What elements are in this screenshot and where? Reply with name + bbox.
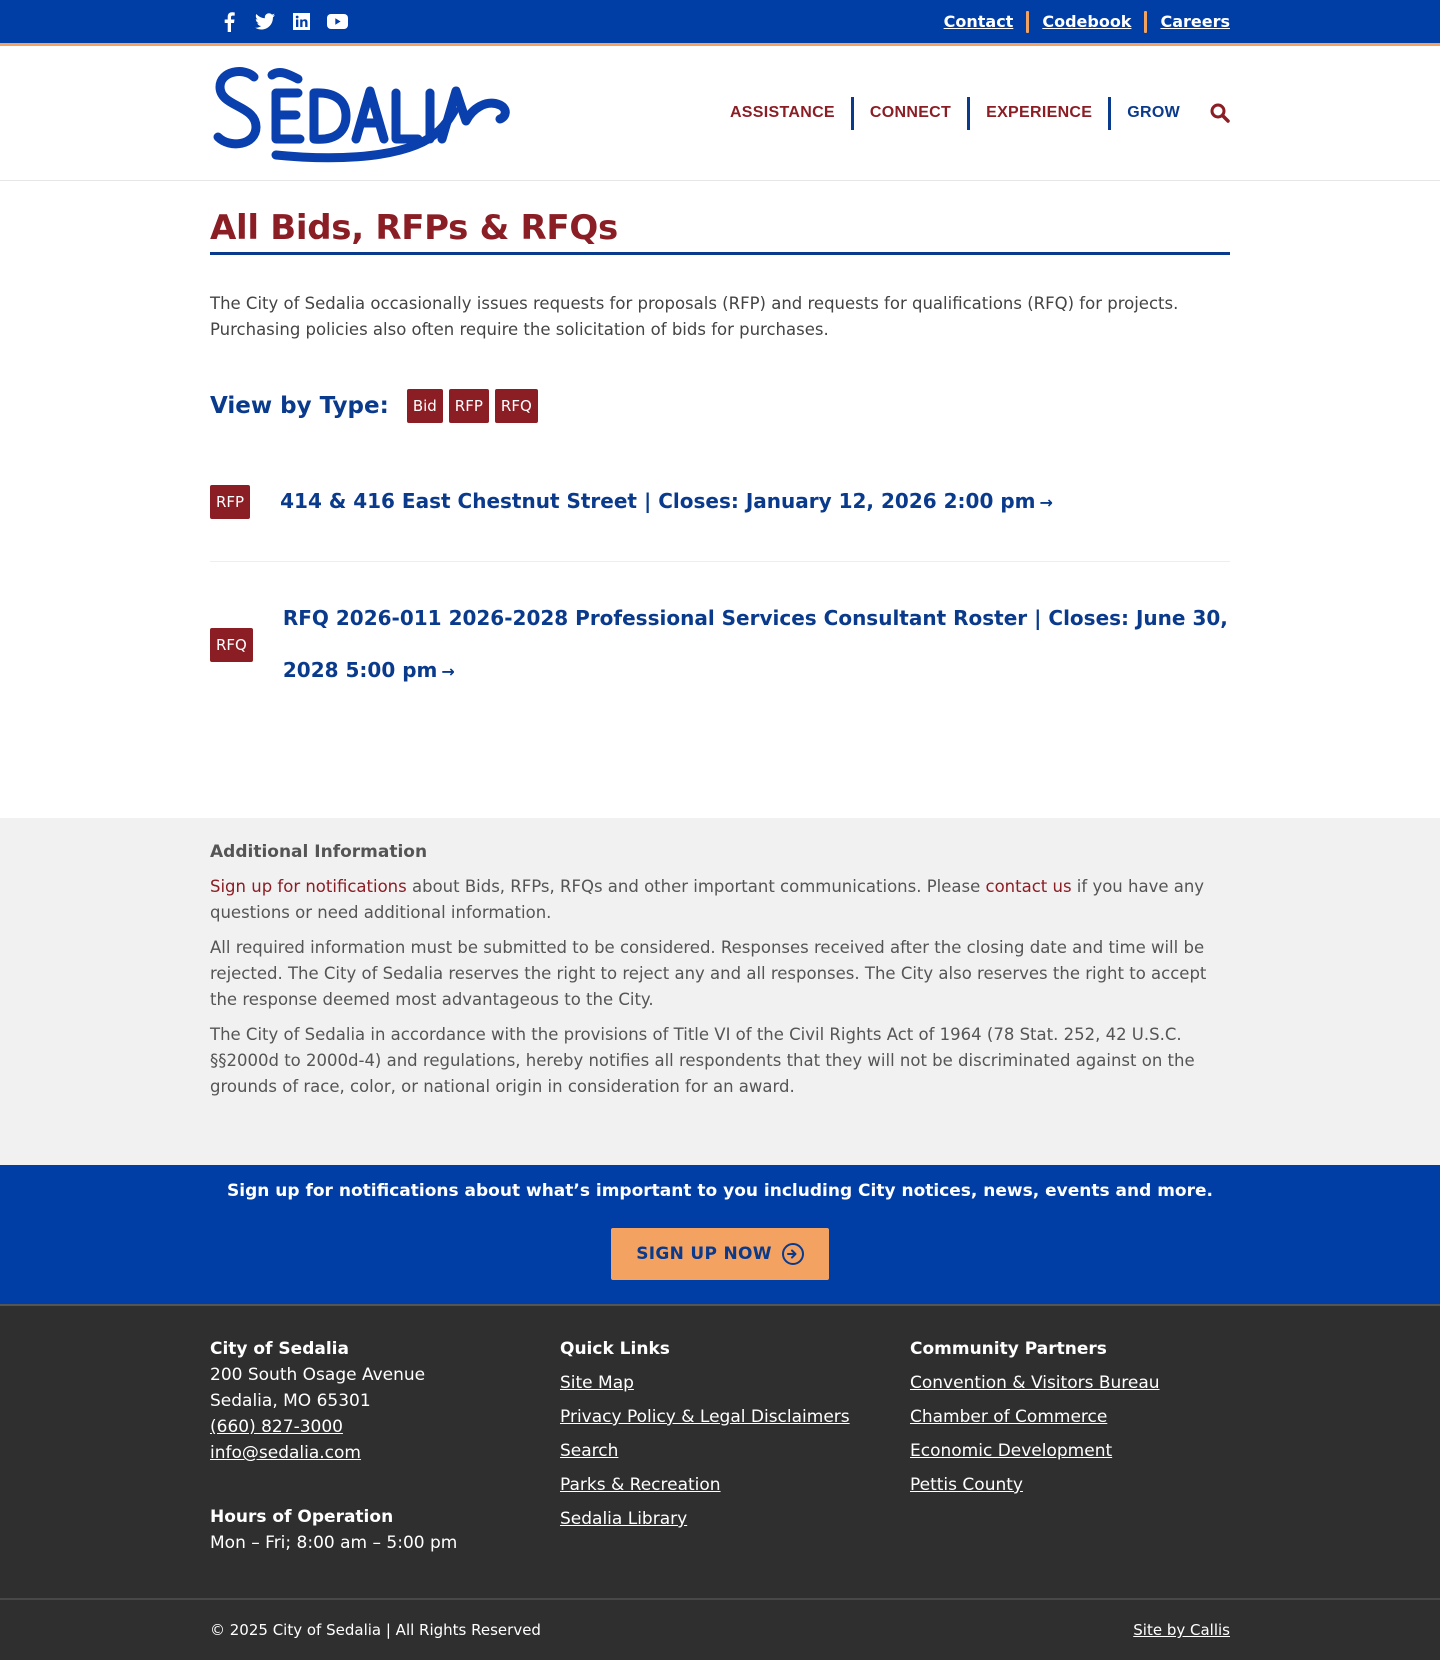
nav-grow[interactable]: GROW xyxy=(1127,104,1180,121)
item-title: RFQ 2026-011 2026-2028 Professional Services Consultant Roster | Closes: June 30, 2028 5:00 pm xyxy=(282,606,1228,682)
hours-text: Mon – Fri; 8:00 am – 5:00 pm xyxy=(210,1533,458,1553)
site-header xyxy=(0,46,1440,181)
city-heading: City of Sedalia xyxy=(210,1339,349,1359)
codebook-link[interactable]: Codebook xyxy=(1042,12,1132,31)
divider xyxy=(1144,11,1147,33)
sedalia-library-link[interactable]: Sedalia Library xyxy=(560,1509,688,1529)
type-badge: RFP xyxy=(210,485,250,519)
additional-information xyxy=(0,818,1440,1165)
bids-list xyxy=(210,475,1230,730)
divider xyxy=(1026,11,1029,33)
utility-links xyxy=(944,11,1230,33)
sign-up-now-button[interactable] xyxy=(611,1228,829,1280)
address-line-2: Sedalia, MO 65301 xyxy=(210,1391,371,1411)
filter-rfq[interactable]: RFQ xyxy=(495,389,538,423)
arrow-right-icon: → xyxy=(441,662,455,681)
footer-quick-links xyxy=(560,1336,910,1556)
pettis-county-link[interactable]: Pettis County xyxy=(910,1475,1023,1495)
site-credit-link[interactable]: Site by Callis xyxy=(1133,1621,1230,1639)
item-link[interactable] xyxy=(283,592,1230,698)
nav-connect[interactable]: CONNECT xyxy=(869,104,952,121)
social-links xyxy=(210,11,348,33)
list-item xyxy=(210,475,1230,562)
main-nav xyxy=(730,97,1230,130)
careers-link[interactable]: Careers xyxy=(1160,12,1230,31)
chamber-link[interactable]: Chamber of Commerce xyxy=(910,1407,1108,1427)
list-item xyxy=(210,562,1230,730)
footer-bottom xyxy=(0,1598,1440,1660)
contact-link[interactable]: Contact xyxy=(943,12,1014,31)
site-map-link[interactable]: Site Map xyxy=(560,1373,634,1393)
site-footer xyxy=(0,1306,1440,1660)
copyright: © 2025 City of Sedalia | All Rights Reserved xyxy=(210,1621,541,1639)
paragraph-text: about Bids, RFPs, RFQs and other important communications. Please xyxy=(406,877,986,896)
item-title: 414 & 416 East Chestnut Street | Closes: January 12, 2026 2:00 pm xyxy=(280,489,1036,513)
utility-bar xyxy=(0,0,1440,46)
footer-community-partners xyxy=(910,1336,1230,1556)
facebook-icon[interactable] xyxy=(218,11,240,33)
page-title: All Bids, RFPs & RFQs xyxy=(210,206,1230,255)
contact-us-link[interactable]: contact us xyxy=(985,877,1072,896)
signup-text: Sign up for notifications about what’s important to you including City notices, news, events and more. xyxy=(227,1181,1213,1201)
paragraph-text: if you have any questions or need additional information. xyxy=(210,877,1205,922)
arrow-right-icon: → xyxy=(1039,493,1053,512)
divider xyxy=(851,97,854,130)
type-badge: RFQ xyxy=(210,628,253,662)
arrow-circle-icon xyxy=(782,1243,804,1265)
cvb-link[interactable]: Convention & Visitors Bureau xyxy=(910,1373,1160,1393)
signup-band xyxy=(0,1165,1440,1306)
notifications-paragraph xyxy=(210,874,1230,926)
logo-wordmark-icon xyxy=(210,63,510,163)
youtube-icon[interactable] xyxy=(326,11,348,33)
item-link[interactable] xyxy=(280,475,1053,529)
search-link[interactable]: Search xyxy=(560,1441,619,1461)
button-label: SIGN UP NOW xyxy=(636,1244,772,1264)
twitter-icon[interactable] xyxy=(254,11,276,33)
nav-assistance[interactable]: ASSISTANCE xyxy=(729,104,835,121)
privacy-policy-link[interactable]: Privacy Policy & Legal Disclaimers xyxy=(560,1407,850,1427)
quick-links-heading: Quick Links xyxy=(560,1339,670,1359)
economic-development-link[interactable]: Economic Development xyxy=(910,1441,1113,1461)
parks-recreation-link[interactable]: Parks & Recreation xyxy=(560,1475,721,1495)
additional-info-heading: Additional Information xyxy=(210,842,428,862)
filter-rfp[interactable]: RFP xyxy=(449,389,489,423)
requirements-paragraph: All required information must be submitted to be considered. Responses received after the closing date and time will be rejected. The City of Sedalia reserves the right to reject any and all responses. The City also reserves the right to accept the response deemed most advantageous to the City. xyxy=(210,938,1207,1009)
civil-rights-paragraph: The City of Sedalia in accordance with the provisions of Title VI of the Civil Rights Act of 1964 (78 Stat. 252, 42 U.S.C. §§2000d to 2000d-4) and regulations, hereby notifies all respondents that they will not be discriminated against on the grounds of race, color, or national origin in consideration for an award. xyxy=(210,1025,1195,1096)
footer-city-info xyxy=(210,1336,560,1556)
view-by-type xyxy=(210,389,1230,423)
divider xyxy=(1108,97,1111,130)
search-icon[interactable] xyxy=(1210,103,1230,123)
address-line-1: 200 South Osage Avenue xyxy=(210,1365,426,1385)
linkedin-icon[interactable] xyxy=(290,11,312,33)
phone-link[interactable]: (660) 827-3000 xyxy=(210,1417,343,1437)
intro-text: The City of Sedalia occasionally issues requests for proposals (RFP) and requests for qualifications (RFQ) for projects. Purchasing policies also often require the solicitation of bids for purchases. xyxy=(210,294,1179,339)
view-by-type-label: View by Type: xyxy=(210,393,389,419)
signup-notifications-link[interactable]: Sign up for notifications xyxy=(210,877,407,896)
divider xyxy=(967,97,970,130)
nav-experience[interactable]: EXPERIENCE xyxy=(986,104,1093,121)
hours-heading: Hours of Operation xyxy=(210,1507,394,1527)
partners-heading: Community Partners xyxy=(910,1339,1107,1359)
email-link[interactable]: info@sedalia.com xyxy=(210,1443,361,1463)
filter-bid[interactable]: Bid xyxy=(407,389,443,423)
sedalia-logo[interactable] xyxy=(210,63,515,163)
main-content xyxy=(0,181,1440,818)
